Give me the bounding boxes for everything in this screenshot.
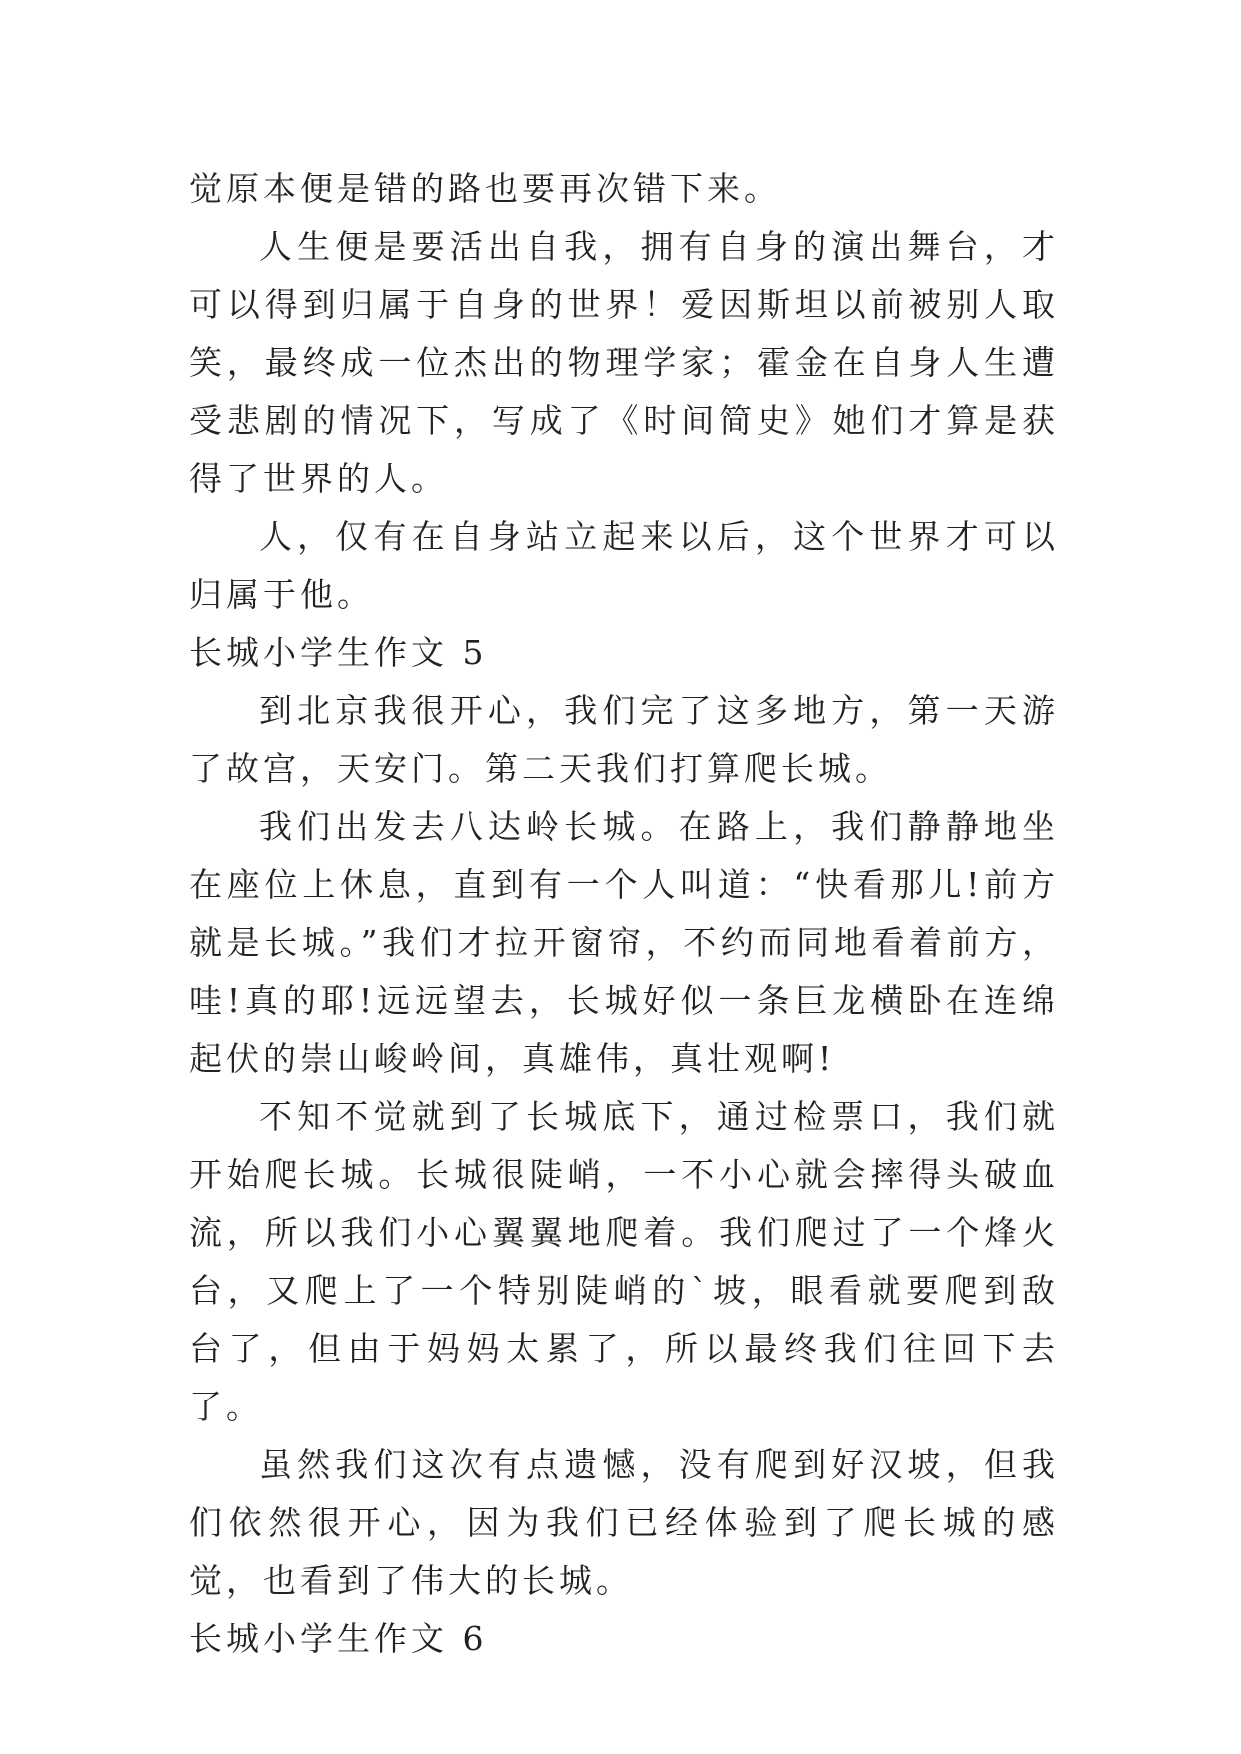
paragraph-badaling: 我们出发去八达岭长城。在路上，我们静静地坐在座位上休息，直到有一个人叫道：“快看那儿!前方就是长城。”我们才拉开窗帘，不约而同地看着前方，哇!真的耶!远远望去，长城好似一条巨龙横卧在连绵起伏的崇山峻岭间，真雄伟，真壮观啊! — [189, 807, 1059, 1078]
essay-heading-5: 长城小学生作文 5 — [189, 633, 488, 672]
paragraph-continuation: 觉原本便是错的路也要再次错下来。 — [189, 169, 781, 208]
document-body — [189, 160, 1059, 1668]
paragraph-stand-up: 人，仅有在自身站立起来以后，这个世界才可以归属于他。 — [189, 517, 1059, 614]
paragraph-self-stage: 人生便是要活出自我，拥有自身的演出舞台，才可以得到归属于自身的世界！爱因斯坦以前被别人取笑，最终成一位杰出的物理学家；霍金在自身人生遭受悲剧的情况下，写成了《时间简史》她们才算是获得了世界的人。 — [189, 227, 1059, 498]
essay-heading-6: 长城小学生作文 6 — [189, 1619, 488, 1658]
paragraph-beijing-trip: 到北京我很开心，我们完了这多地方，第一天游了故宫，天安门。第二天我们打算爬长城。 — [189, 691, 1059, 788]
paragraph-regret: 虽然我们这次有点遗憾，没有爬到好汉坡，但我们依然很开心，因为我们已经体验到了爬长城的感觉，也看到了伟大的长城。 — [189, 1445, 1059, 1600]
paragraph-climbing: 不知不觉就到了长城底下，通过检票口，我们就开始爬长城。长城很陡峭，一不小心就会摔得头破血流，所以我们小心翼翼地爬着。我们爬过了一个烽火台，又爬上了一个特别陡峭的`坡，眼看就要爬到敌台了，但由于妈妈太累了，所以最终我们往回下去了。 — [189, 1097, 1059, 1426]
